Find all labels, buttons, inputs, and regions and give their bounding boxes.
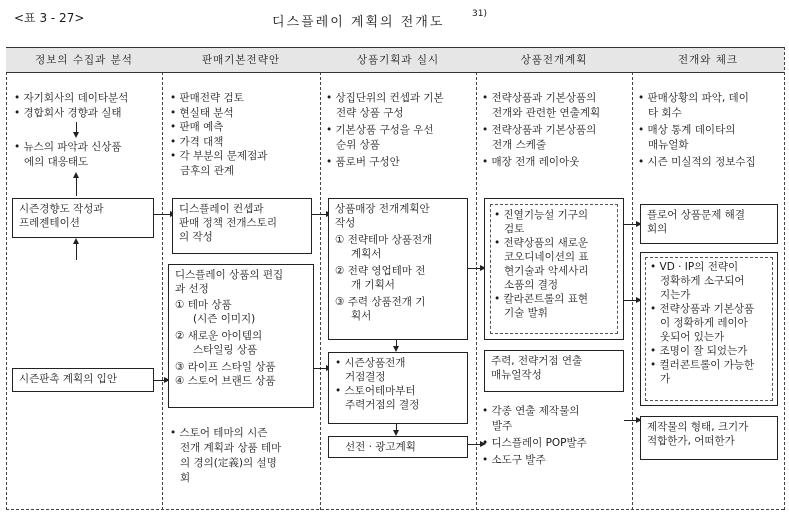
box-line: ③ 라이프 스타일 상품	[175, 361, 276, 373]
bullet-text: 스토어테마부터	[344, 385, 416, 397]
box-line: 계획서	[351, 248, 382, 260]
list-item: • 자기회사의 데이타분석	[14, 91, 128, 106]
box-line: 소품의 결정	[504, 279, 559, 291]
bullet-text: 매상 통계 데이타의	[647, 124, 736, 136]
box-line: 획서	[351, 310, 372, 322]
list-item: • 가격 대책	[170, 135, 267, 150]
bullet-text: 칼라콘트롤의 표현	[503, 293, 589, 305]
box-line: 의 작성	[179, 231, 213, 243]
column-separator	[632, 47, 633, 510]
arrow-up	[76, 174, 77, 196]
advertising-plan-box	[328, 436, 468, 458]
column-separator	[6, 47, 7, 510]
header-sales-strategy: 판매기본전략안	[162, 47, 320, 73]
box-line: 현기술과 악세사리	[504, 265, 589, 277]
bullet-text: 시즌상품전개	[344, 357, 406, 369]
display-concept-box	[172, 198, 312, 254]
arrow-down	[76, 122, 77, 136]
bullet-text: 컬러콘트롤이 가능한	[659, 359, 755, 371]
list-item: • 판매 예측	[170, 120, 267, 135]
column-separator	[320, 47, 321, 510]
list-item-cont: 발주	[492, 420, 513, 432]
display-tech-content	[494, 208, 588, 320]
list-item: • 전략상품과 기본상품의	[482, 91, 596, 106]
box-line: 가	[660, 373, 671, 385]
box-line: 작성	[335, 217, 356, 229]
box-line: ① 전략테마 상품전개	[335, 234, 433, 246]
arrow-right	[624, 420, 640, 421]
box-line: 개 기획서	[351, 279, 395, 291]
list-item: • 판매상황의 파악, 데이	[638, 91, 749, 106]
table-label: <표 3 - 27>	[14, 11, 85, 25]
floor-meeting-box	[640, 204, 778, 244]
col5-bullet-list	[638, 91, 749, 106]
box-line: 거점결정	[345, 371, 386, 383]
list-item-cont: 전략 상품 구성	[336, 107, 404, 119]
arrow-right	[624, 224, 640, 225]
bullet-text: 전략상품과 기본상품의	[491, 124, 597, 136]
arrow-right	[154, 214, 174, 215]
list-item: • 판매전략 검토	[170, 91, 267, 106]
box-line: • VD · IP의 전략이	[650, 261, 739, 273]
bullet-text: 디스플레이 POP발주	[491, 437, 587, 449]
arrow-right	[154, 380, 168, 381]
column-separator	[162, 47, 163, 510]
list-item: • 시즌 미실적의 정보수집	[638, 156, 756, 168]
list-item: • 스토어 테마의 시즌	[170, 427, 268, 439]
list-item: • 경합회사 경향과 실태	[14, 106, 128, 121]
news-line: 뉴스의 파악과 신상품	[23, 141, 122, 153]
season-promo-box	[12, 368, 154, 392]
box-line: ④ 스토어 브랜드 상품	[175, 375, 276, 387]
list-item: • 매장 전개 레이아웃	[482, 156, 580, 168]
box-line: 디스플레이 상품의 편집	[175, 269, 284, 281]
list-item-cont: 전개 스케줄	[492, 139, 547, 151]
box-line: 스타일링 상품	[193, 344, 258, 356]
box-line: 코오디네이션의 표	[504, 251, 589, 263]
bullet-text: 소도구 발주	[491, 454, 546, 466]
display-product-selection-box	[168, 264, 314, 408]
box-line: 상품매장 전개계획안	[335, 203, 430, 215]
list-item-cont: 회	[180, 472, 191, 484]
bullet-text: 전략상품과 기본상품	[659, 303, 755, 315]
box-line: • 시즌상품전개	[335, 357, 406, 369]
header-product-development: 상품전개계획	[476, 47, 632, 73]
box-line: 시즌판촉 계획의 입안	[19, 373, 117, 385]
column-separator	[784, 47, 785, 510]
col4-bullet-list	[482, 91, 596, 106]
list-item: • 기본상품 구성을 우선	[326, 124, 434, 136]
store-layout-plan-box	[328, 198, 468, 340]
list-item: • 상집단위의 컨셉과 기본	[326, 91, 444, 106]
header-product-planning: 상품기획과 실시	[320, 47, 476, 73]
header-deployment-check: 전개와 체크	[632, 47, 784, 73]
box-line: (시즌 이미지)	[193, 313, 256, 325]
list-item: • 각종 연출 제작물의	[482, 404, 579, 419]
box-line: 기술 발휘	[504, 307, 548, 319]
box-line: 지는가	[660, 289, 691, 301]
bullet-text: 스토어 테마의 시즌	[179, 427, 268, 439]
box-line: ③ 주력 상품전개 기	[335, 296, 426, 308]
box-line: • 전략상품의 새로운	[494, 237, 589, 249]
box-line: • 스토어테마부터	[335, 385, 416, 397]
box-line: 선전 · 광고계획	[345, 441, 416, 453]
box-line: • 칼라콘트롤의 표현	[494, 293, 589, 305]
box-line: 판매 정책 전개스토리	[179, 217, 277, 229]
col2-bullet-list	[170, 91, 267, 164]
list-item: • 소도구 발주	[482, 454, 546, 466]
bullet-text: 품로버 구성안	[335, 156, 400, 168]
box-line: ① 테마 상품	[175, 299, 232, 311]
box-line: 매뉴얼작성	[491, 369, 542, 381]
box-line: 이 정확하게 레이아	[660, 317, 748, 329]
box-line: 웃되어 있는가	[660, 331, 725, 343]
list-item: • 뉴스의 파악과 신상품	[14, 141, 122, 153]
list-item-cont: 매뉴얼화	[648, 139, 689, 151]
list-item: • 품로버 구성안	[326, 156, 400, 168]
list-item-cont: 전개 계획과 상품 테마	[180, 442, 282, 454]
page-title: 디스플레이 계획의 전개도	[272, 15, 445, 30]
list-item-cont: 전개와 관련한 연출계획	[492, 107, 601, 119]
box-line: 과 선정	[175, 283, 209, 295]
bullet-text: 전략상품의 새로운	[503, 237, 589, 249]
box-line: • 컬러콘트롤이 가능한	[650, 359, 755, 371]
bullet-text: 진열기능설 기구의	[503, 209, 589, 221]
box-line: 플로어 상품문제 해결	[647, 209, 745, 221]
title-footnote: 31)	[472, 9, 487, 19]
arrow-right	[624, 300, 640, 301]
bullet-text: 시즌 미실적의 정보수집	[647, 156, 756, 168]
check-list-content	[650, 260, 754, 386]
box-line: 프레젠테이션	[19, 217, 80, 229]
arrow-down	[396, 340, 397, 350]
box-line: 적합한가, 어떠한가	[647, 435, 735, 447]
list-item-cont: 순위 상품	[336, 139, 380, 151]
box-line: ② 전략 영업테마 전	[335, 265, 426, 277]
arrow-right	[468, 268, 484, 269]
list-item-cont: 타 회수	[648, 107, 682, 119]
box-line: 주력, 전략거점 연출	[491, 355, 583, 367]
bullet-text: VD · IP의 전략이	[659, 261, 739, 273]
box-line: 검토	[504, 223, 525, 235]
box-line: 시즌경향도 작성과	[19, 203, 104, 215]
box-line: • 전략상품과 기본상품	[650, 303, 755, 315]
list-item: • 현실태 분석	[170, 106, 267, 121]
news-line-cont: 에의 대응태도	[24, 156, 89, 168]
box-line: 회의	[647, 223, 668, 235]
arrow-up	[76, 240, 77, 260]
box-line: 정확하게 소구되어	[660, 275, 745, 287]
col1-bullet-list	[14, 91, 128, 120]
list-item: • 매상 통계 데이타의	[638, 124, 736, 136]
bottom-border	[6, 509, 784, 510]
bullet-text: 조명이 잘 되었는가	[659, 345, 748, 357]
box-line: • 진열기능설 기구의	[494, 209, 589, 221]
col4-bottom-list	[482, 404, 579, 419]
list-item: • 전략상품과 기본상품의	[482, 124, 597, 136]
box-line: 제작물의 형태, 크기가	[647, 421, 749, 433]
box-line: ② 새로운 아이템의	[175, 330, 263, 342]
box-line: 디스플레이 컨셉과	[179, 203, 264, 215]
manual-box	[484, 350, 624, 392]
arrow-down	[396, 424, 397, 434]
season-base-box	[328, 352, 468, 424]
header-info-collection: 정보의 수집과 분석	[6, 47, 162, 73]
list-item: • 디스플레이 POP발주	[482, 437, 587, 449]
bullet-text: 매장 전개 레이아웃	[491, 156, 580, 168]
season-trend-box	[12, 198, 154, 238]
production-check-box	[640, 416, 778, 460]
box-line: • 조명이 잘 되었는가	[650, 345, 748, 357]
list-item: • 각 부분의 문제점과	[170, 149, 267, 164]
column-separator	[476, 47, 477, 510]
list-item-cont: 의 경의(定義)의 설명	[180, 457, 277, 469]
box-line: 주력거점의 결정	[345, 399, 420, 411]
col3-bullet-list	[326, 91, 444, 106]
bullet-text: 기본상품 구성을 우선	[335, 124, 434, 136]
list-item-cont: 금후의 관계	[180, 165, 235, 177]
